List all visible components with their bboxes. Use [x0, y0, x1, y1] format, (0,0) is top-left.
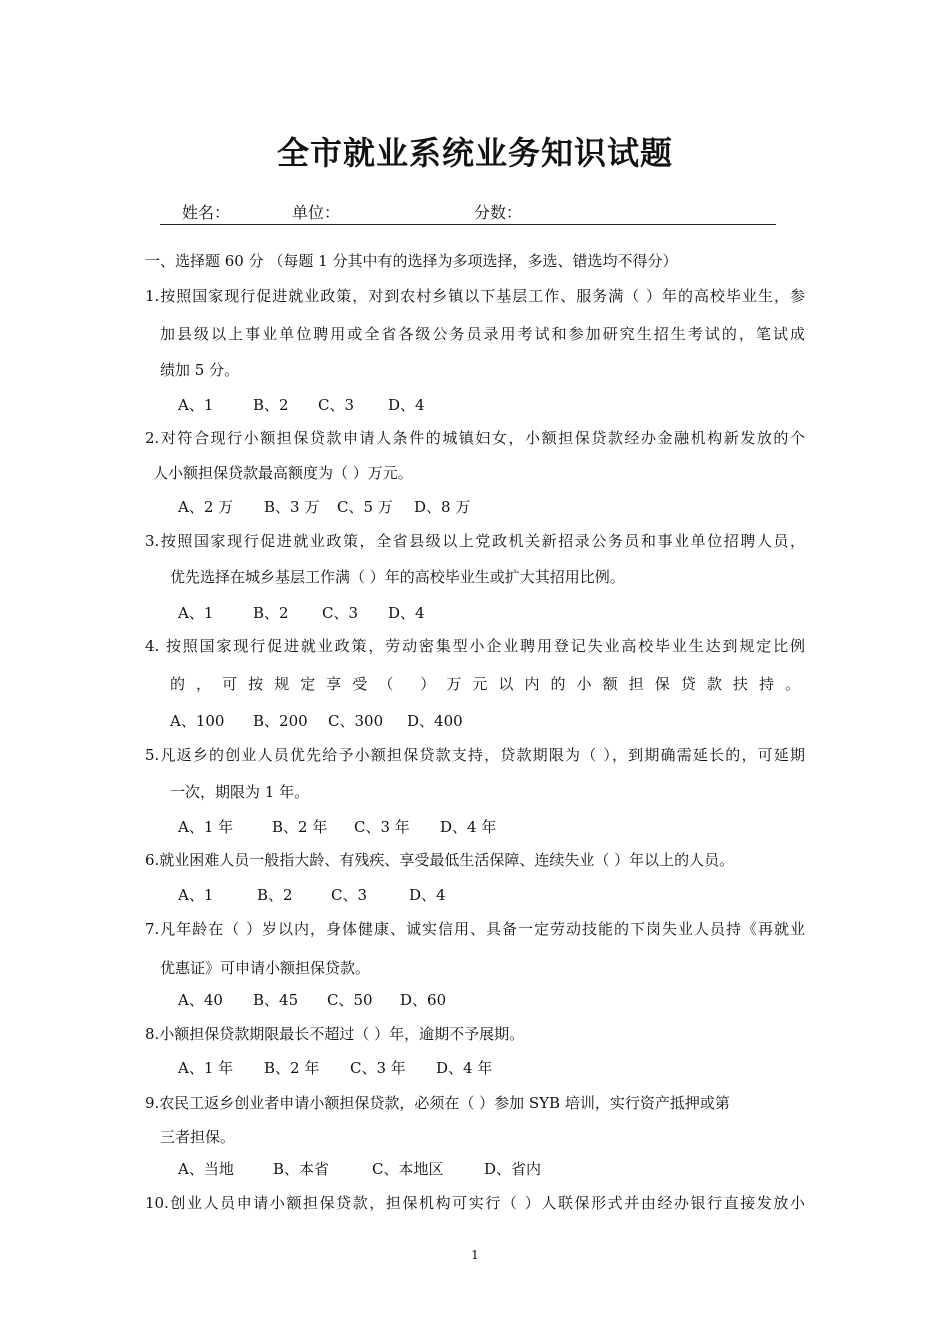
question-4-line-2: 的，可按规定享受（ ）万元以内的小额担保贷款扶持。 — [170, 675, 800, 693]
question-5-line-2: 一次，期限为 1 年。 — [170, 783, 310, 801]
option-a: A、1 年 — [178, 818, 234, 836]
option-d: D、4 — [409, 886, 446, 904]
question-7-line-1: 7.凡年龄在（ ）岁以内，身体健康、诚实信用、具备一定劳动技能的下岗失业人员持《再就业 — [145, 920, 805, 938]
option-b: B、200 — [253, 712, 308, 730]
name-label: 姓名： — [182, 203, 231, 222]
question-7-options — [178, 990, 446, 1010]
option-c: C、3 — [322, 604, 359, 622]
option-d: D、4 — [388, 604, 425, 622]
option-c: C、300 — [328, 712, 384, 730]
question-1-line-1: 1.按照国家现行促进就业政策，对到农村乡镇以下基层工作、服务满（ ）年的高校毕业生，参 — [145, 287, 805, 305]
option-d: D、4 — [388, 396, 425, 414]
question-9-options — [178, 1159, 541, 1179]
question-8-options — [178, 1058, 492, 1078]
option-a: A、40 — [178, 991, 223, 1009]
question-3-line-2: 优先选择在城乡基层工作满（ ）年的高校毕业生或扩大其招用比例。 — [170, 568, 625, 586]
question-4-options — [170, 711, 463, 731]
option-c: C、50 — [327, 991, 373, 1009]
option-c: C、3 — [318, 396, 355, 414]
question-7-line-2: 优惠证》可申请小额担保贷款。 — [160, 959, 371, 977]
option-a: A、1 — [178, 396, 214, 414]
option-b: B、2 年 — [272, 818, 328, 836]
question-8-line-1: 8.小额担保贷款期限最长不超过（ ）年，逾期不予展期。 — [145, 1025, 525, 1043]
option-d: D、省内 — [484, 1160, 542, 1178]
option-b: B、本省 — [273, 1160, 330, 1178]
option-b: B、2 — [253, 604, 289, 622]
question-3-options — [178, 603, 425, 623]
option-a: A、2 万 — [178, 498, 234, 516]
option-b: B、2 年 — [264, 1059, 320, 1077]
question-9-line-2: 三者担保。 — [160, 1128, 236, 1146]
option-a: A、当地 — [178, 1160, 234, 1178]
option-c: C、3 — [331, 886, 368, 904]
option-d: D、4 年 — [436, 1059, 493, 1077]
option-c: C、3 年 — [350, 1059, 406, 1077]
question-3-line-1: 3.按照国家现行促进就业政策，全省县级以上党政机关新招录公务员和事业单位招聘人员， — [145, 532, 805, 550]
page-title: 全市就业系统业务知识试题 — [276, 134, 673, 172]
question-6-line-1: 6.就业困难人员一般指大龄、有残疾、享受最低生活保障、连续失业（ ）年以上的人员。 — [145, 851, 735, 869]
question-1-line-2: 加县级以上事业单位聘用或全省各级公务员录用考试和参加研究生招生考试的，笔试成 — [160, 325, 805, 343]
option-a: A、1 年 — [178, 1059, 234, 1077]
question-1-options — [178, 395, 425, 415]
question-9-line-1: 9.农民工返乡创业者申请小额担保贷款，必须在（ ）参加 SYB 培训，实行资产抵押或第 — [145, 1094, 730, 1112]
question-2-options — [178, 497, 470, 517]
option-c: C、本地区 — [372, 1160, 444, 1178]
question-10-line-1: 10.创业人员申请小额担保贷款，担保机构可实行（ ）人联保形式并由经办银行直接发放小 — [145, 1194, 805, 1212]
option-b: B、2 — [253, 396, 289, 414]
option-a: A、1 — [178, 604, 214, 622]
question-5-line-1: 5.凡返乡的创业人员优先给予小额担保贷款支持，贷款期限为（ ），到期确需延长的，可延期 — [145, 746, 805, 764]
option-b: B、45 — [253, 991, 299, 1009]
question-5-options — [178, 817, 496, 837]
section-heading: 一、选择题 60 分 （每题 1 分其中有的选择为多项选择，多选、错选均不得分） — [145, 252, 678, 270]
question-1-line-3: 绩加 5 分。 — [160, 361, 240, 379]
option-d: D、400 — [407, 712, 463, 730]
option-c: C、3 年 — [354, 818, 410, 836]
question-4-line-1: 4. 按照国家现行促进就业政策，劳动密集型小企业聘用登记失业高校毕业生达到规定比例 — [145, 637, 805, 655]
unit-label: 单位： — [292, 203, 341, 222]
option-a: A、100 — [170, 712, 225, 730]
question-2-line-2: 人小额担保贷款最高额度为（ ）万元。 — [153, 464, 413, 482]
page-number: 1 — [471, 1248, 479, 1262]
option-c: C、5 万 — [337, 498, 393, 516]
option-a: A、1 — [178, 886, 214, 904]
option-b: B、2 — [257, 886, 293, 904]
question-2-line-1: 2.对符合现行小额担保贷款申请人条件的城镇妇女，小额担保贷款经办金融机构新发放的个 — [145, 429, 805, 447]
option-d: D、4 年 — [440, 818, 497, 836]
option-d: D、8 万 — [414, 498, 471, 516]
info-line — [160, 196, 776, 225]
option-b: B、3 万 — [264, 498, 320, 516]
score-label: 分数： — [474, 203, 523, 222]
option-d: D、60 — [400, 991, 447, 1009]
question-6-options — [178, 885, 446, 905]
